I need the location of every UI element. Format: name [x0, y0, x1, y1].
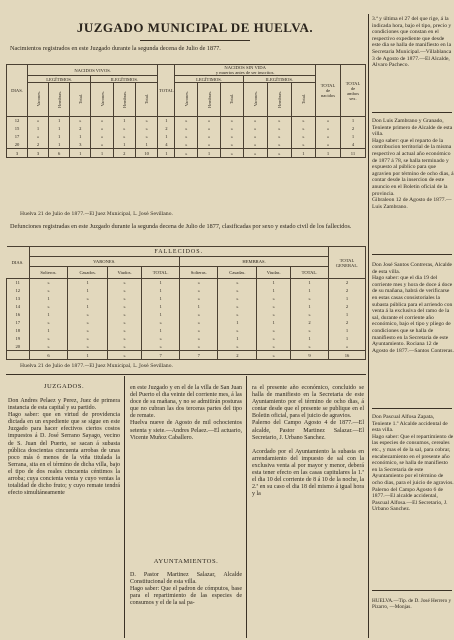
side-rule-2	[372, 254, 452, 255]
table-cell: »	[257, 335, 291, 343]
table-cell: »	[316, 117, 341, 125]
table-cell: »	[329, 343, 366, 351]
table-cell: »	[68, 335, 108, 343]
table-cell: »	[68, 319, 108, 327]
table-cell: 1	[68, 287, 108, 295]
table-cell: »	[218, 327, 257, 335]
table-cell: »	[142, 319, 180, 327]
table-cell: 1	[341, 133, 366, 141]
table-row	[7, 141, 366, 149]
table-cell: 1	[70, 149, 91, 158]
births-header-total-nacidos: TOTAL de nacidos	[316, 65, 341, 117]
table-cell: 9	[291, 351, 329, 360]
table-cell: »	[107, 335, 141, 343]
table-cell: 2	[70, 125, 91, 133]
deaths-caption: Defunciones registradas en este Juzgado durante la segunda decena de Julio de 1877, clasificadas por sexo y estado civil de los fallecidos.	[10, 223, 352, 230]
table-cell: 6	[49, 149, 70, 158]
table-cell: »	[135, 117, 157, 125]
table-cell: »	[243, 133, 267, 141]
table-cell: »	[107, 311, 141, 319]
table-cell: 1	[135, 141, 157, 149]
table-cell: »	[267, 149, 291, 158]
side-rule-1	[372, 112, 452, 113]
table-cell: »	[175, 149, 198, 158]
table-cell: 2	[158, 125, 175, 133]
table-cell: »	[180, 295, 218, 303]
table-cell: »	[107, 351, 141, 360]
table-cell: »	[198, 141, 221, 149]
table-cell: »	[107, 327, 141, 335]
table-cell: »	[113, 125, 135, 133]
table-cell: »	[291, 133, 315, 141]
table-cell: 1	[70, 133, 91, 141]
table-cell: 1	[291, 279, 329, 287]
table-cell: »	[267, 117, 291, 125]
table-cell: 1	[142, 311, 180, 319]
births-legit-vivos: LEGÍTIMOS.	[28, 76, 91, 83]
column-2-text: en este Juzgado y en el de la villa de San Juan del Puerto el dia veinte del corriente mes, á las doce de su mañana, y no se admitirán posturas que no cubran las dos terceras partes del tipo de remate. Huelva nueve de Agosto de mil ochocientos setenta y siete.—Andres Pelaez.—El actuario, Vicente Muñoz Caballero.	[130, 385, 242, 441]
table-cell: »	[113, 133, 135, 141]
juzgados-heading: JUZGADOS.	[43, 383, 85, 390]
table-cell: »	[68, 311, 108, 319]
side-notice-3: Don José Santos Contreras, Alcalde de esta villa. Hago saber: que el dia 19 del corriente mes y hora de doce á doce de su mañana, habrá de verificarse en estas casas consistoriales la subasta pública para el arriendo con venta á la exclusiva del ramo de la sal, durante el corriente año económico, bajo el tipo y pliego de condiciones que se halla de manifiesto en la Secretaria de este Ayuntamiento. Rociana 12 de Agosto de 1877.—Santos Contreras.	[372, 262, 454, 354]
table-cell: 1	[329, 311, 366, 319]
deaths-column-header: Viudas.	[257, 267, 291, 279]
table-cell: »	[218, 295, 257, 303]
births-table	[6, 64, 366, 158]
deaths-column-header: TOTAL.	[291, 267, 329, 279]
column-divider-side	[368, 14, 369, 638]
table-cell: 1	[49, 133, 70, 141]
table-cell: 7	[180, 351, 218, 360]
table-cell: 3	[70, 141, 91, 149]
side-notice-2: Don Luis Zambrano y Granado, Teniente primero de Alcalde de esta villa. Hago saber: que el reparto de la contribucion territorial de la misma respectivo al actual año económico de 1877 á 78, se halla terminado y expuesto al público para que agravien por término de ocho dias, á contar desde la insercion de este anuncio en el Boletin oficial de la provincia. Gibraleon 12 de Agosto de 1877.—Luis Zambrano.	[372, 118, 454, 210]
table-cell: 1	[29, 295, 68, 303]
table-cell: 1	[257, 287, 291, 295]
births-header-total-general: TOTAL de ambos sex.	[341, 65, 366, 117]
table-cell: »	[175, 117, 198, 125]
births-caption: Nacimientos registrados en este Juzgado durante la segunda decena de Julio de 1877.	[10, 45, 221, 52]
deaths-column-header: Solteros.	[29, 267, 68, 279]
table-cell: »	[198, 125, 221, 133]
table-cell: 2	[28, 141, 49, 149]
table-cell: 14	[7, 303, 30, 311]
table-cell: 1	[113, 117, 135, 125]
table-cell: 3	[28, 149, 49, 158]
table-cell: 17	[7, 133, 28, 141]
deaths-header-hembras: HEMBRAS.	[180, 257, 329, 267]
table-cell: 1	[291, 149, 315, 158]
table-cell: 19	[7, 335, 30, 343]
table-cell: »	[316, 125, 341, 133]
table-cell: »	[91, 133, 113, 141]
table-cell: »	[142, 343, 180, 351]
table-cell: »	[218, 311, 257, 319]
main-title: JUZGADO MUNICIPAL DE HUELVA.	[76, 20, 314, 35]
table-cell: 1	[257, 319, 291, 327]
table-row	[7, 125, 366, 133]
table-cell: »	[267, 125, 291, 133]
table-cell: »	[29, 335, 68, 343]
table-cell: »	[107, 319, 141, 327]
births-sub-total: Total.	[229, 93, 235, 105]
births-col-dias: DIAS.	[7, 65, 28, 117]
table-row	[7, 295, 366, 303]
births-sub-hembras: Hembras.	[121, 90, 127, 108]
table-cell: 1	[28, 125, 49, 133]
table-row	[7, 279, 366, 287]
table-cell: »	[107, 343, 141, 351]
table-cell: »	[198, 117, 221, 125]
table-row	[7, 343, 366, 351]
table-cell: »	[316, 133, 341, 141]
births-sub-varones: Varones.	[99, 91, 105, 107]
table-cell: 11	[341, 149, 366, 158]
table-cell: »	[29, 279, 68, 287]
table-cell: 1	[49, 125, 70, 133]
deaths-table	[6, 246, 366, 360]
table-cell: 18	[7, 327, 30, 335]
table-cell: 2	[218, 351, 257, 360]
table-cell: 1	[341, 117, 366, 125]
table-cell: »	[135, 125, 157, 133]
table-cell: »	[135, 133, 157, 141]
table-cell: »	[28, 133, 49, 141]
totals-row	[7, 149, 366, 158]
births-sub-hembras: Hembras.	[206, 90, 212, 108]
table-cell: 12	[7, 117, 28, 125]
table-cell: »	[267, 133, 291, 141]
table-cell: 7	[142, 351, 180, 360]
column-2-text-b: D. Pastor Martinez Salazar, Alcalde Constitucional de esta villa. Hago saber: Que el padron de cómputos, base para el repartimiento de las especies de consumos y el de la sal pa-	[130, 572, 242, 607]
table-cell: »	[291, 117, 315, 125]
deaths-column-header: Casadas.	[218, 267, 257, 279]
table-cell: 1	[142, 279, 180, 287]
deaths-header-varones: VARONES.	[29, 257, 180, 267]
births-sub-hembras: Hembras.	[56, 90, 62, 108]
table-cell: »	[180, 279, 218, 287]
table-cell: »	[180, 319, 218, 327]
column-divider-1	[124, 376, 125, 638]
imprint: HUELVA.—Tip. de D. José Herrero y Pizarro, —Monjas.	[372, 598, 452, 611]
table-cell: »	[28, 117, 49, 125]
table-cell: 1	[142, 327, 180, 335]
table-cell: »	[180, 287, 218, 295]
table-cell: »	[257, 351, 291, 360]
table-cell: »	[291, 327, 329, 335]
table-cell: »	[107, 303, 141, 311]
table-row	[7, 117, 366, 125]
table-cell: 2	[329, 287, 366, 295]
table-cell: »	[198, 133, 221, 141]
table-cell: 1	[68, 351, 108, 360]
table-cell: 1	[329, 327, 366, 335]
table-cell: 2	[329, 279, 366, 287]
table-cell: »	[291, 295, 329, 303]
table-cell: 3	[7, 149, 28, 158]
deaths-header-total-general: TOTAL GENERAL.	[329, 247, 366, 279]
table-cell: 2	[113, 149, 135, 158]
births-sub-varones: Varones.	[183, 91, 189, 107]
table-cell: »	[107, 287, 141, 295]
table-cell: 17	[7, 319, 30, 327]
table-cell: »	[220, 133, 243, 141]
table-cell: »	[267, 141, 291, 149]
table-row	[7, 335, 366, 343]
table-cell: »	[107, 279, 141, 287]
ayuntamientos-heading: AYUNTAMIENTOS.	[153, 558, 219, 565]
table-cell: 1	[142, 287, 180, 295]
table-cell: »	[220, 117, 243, 125]
side-notice-1: 3.ª y última el 27 del que rige, á la indicada hora, bajo el tipo, precio y condiciones que constan en el respectivo expediente que desde este dia se halla de manifiesto en la Secretaria Municipal.—Villablanca 3 de Agosto de 1877.—El Alcalde, Alvaro Pacheco.	[372, 16, 452, 69]
deaths-column-header: Solteras.	[180, 267, 218, 279]
table-cell: »	[29, 287, 68, 295]
table-cell: »	[243, 117, 267, 125]
table-cell: 1	[158, 133, 175, 141]
births-sub-varones: Varones.	[35, 91, 41, 107]
births-sub-hembras: Hembras.	[276, 90, 282, 108]
table-row	[7, 303, 366, 311]
table-cell: »	[29, 319, 68, 327]
table-cell: 2	[329, 303, 366, 311]
deaths-header-fallecidos: FALLECIDOS.	[29, 247, 329, 257]
table-cell: »	[180, 327, 218, 335]
table-cell: 1	[68, 279, 108, 287]
table-cell: »	[316, 141, 341, 149]
table-cell: 1	[218, 335, 257, 343]
births-sub-varones: Varones.	[252, 91, 258, 107]
table-cell: »	[68, 295, 108, 303]
title-ornament-rule	[140, 40, 250, 41]
table-cell: »	[180, 343, 218, 351]
table-row	[7, 133, 366, 141]
table-cell: »	[291, 311, 329, 319]
table-cell: 1	[180, 303, 218, 311]
table-cell: »	[91, 117, 113, 125]
table-cell: 16	[329, 351, 366, 360]
table-cell: »	[220, 141, 243, 149]
table-cell: 1	[158, 149, 175, 158]
table-cell: »	[257, 303, 291, 311]
table-cell: »	[243, 141, 267, 149]
table-row	[7, 319, 366, 327]
table-cell: 1	[49, 141, 70, 149]
table-cell: 1	[257, 279, 291, 287]
column-1-text: Don Andres Pelaez y Perez, Juez de primera instancia de esta capital y su partido. Hago saber: que en virtud de providencia dictada en un expediente que se sigue en este Juzgado para hacer efectivos ciertos costos impuestos á D. José Serrano Sayago, vecino de S. Juan del Puerto, se sacan á subasta pública doscientas cincuenta arrobas de unas poco más ó menos de la viña titulada la Serrana, sita en el término de dicha villa, bajo el tipo de dos reales cincuenta céntimos la arroba; cuya concienta venta y cuyo ventas la totalidad de dicho fruto; y cuyo remate tendrá efecto simultáneamente	[8, 398, 120, 497]
table-cell: 1	[142, 295, 180, 303]
table-cell	[7, 351, 30, 360]
table-cell: »	[218, 287, 257, 295]
table-cell: 13	[7, 295, 30, 303]
table-cell: 4	[158, 141, 175, 149]
table-cell: 1	[329, 335, 366, 343]
table-cell: 1	[49, 117, 70, 125]
table-cell: »	[257, 295, 291, 303]
table-cell: »	[291, 141, 315, 149]
table-cell: 1	[113, 141, 135, 149]
table-cell: 1	[218, 319, 257, 327]
table-cell: 1	[291, 335, 329, 343]
births-header-vivos: NACIDOS VIVOS.	[28, 65, 158, 76]
births-legit-sin-vida: LEGÍTIMOS.	[175, 76, 243, 83]
column-3-text: ra el presente año económico, concluido se halla de manifiesto en la Secretaria de este Ayuntamiento por el término de ocho dias, á contar desde que el presente se publique en el Boletin oficial, para el juicio de agravios. Palerno del Campo Agosto 4 de 1877.—El alcalde, Pastor Martinez Salazar.—El Secretario, J. Urbano Sanchez. Acordado por el Ayuntamiento la subasta en arrendamiento del impuesto de sal con la exclusiva venta al por mayor y menor, deberá esta tener efecto en las casas capitulares la 1.ª el dia 10 del corriente de 8 á 10 de la noche, la 2.ª en su caso el dia 18 del mismo á igual hora y la	[252, 385, 364, 498]
table-cell: »	[257, 311, 291, 319]
table-cell: 16	[7, 311, 30, 319]
deaths-column-header: TOTAL.	[142, 267, 180, 279]
table-cell: »	[218, 279, 257, 287]
table-cell: »	[220, 149, 243, 158]
table-cell: »	[220, 125, 243, 133]
table-cell: 1	[316, 149, 341, 158]
table-cell: »	[68, 343, 108, 351]
table-cell: 1	[142, 303, 180, 311]
table-cell: »	[180, 311, 218, 319]
deaths-col-dias: DIAS.	[7, 247, 30, 279]
table-cell: 10	[135, 149, 157, 158]
table-cell: »	[70, 117, 91, 125]
table-cell: »	[257, 327, 291, 335]
table-row	[7, 327, 366, 335]
table-cell: »	[91, 125, 113, 133]
table-cell: »	[175, 125, 198, 133]
table-cell: 1	[198, 149, 221, 158]
table-cell: 15	[7, 125, 28, 133]
table-cell: 2	[341, 125, 366, 133]
table-cell: »	[257, 343, 291, 351]
table-cell: 1	[91, 149, 113, 158]
side-rule-4	[372, 590, 452, 591]
table-cell: 1	[68, 303, 108, 311]
table-cell: »	[180, 335, 218, 343]
births-header-sin-vida: NACIDOS SIN VIDA y muertos antes de ser inscritos.	[175, 65, 316, 76]
table-cell: »	[243, 149, 267, 158]
table-cell: »	[107, 295, 141, 303]
births-ilegit-vivos: ILEGÍTIMOS.	[91, 76, 158, 83]
table-cell: 1	[29, 327, 68, 335]
side-notice-4: Don Pascual Alfosa Zapata, Teniente 1.º Alcalde accidental de esta villa. Hago saber: Que el repartimiento de las especies de consumos, cereales etc., y mas el de la sal, para cobrar, encabezamiento en el presente año económico, se halla de manifiesto en la Secretaria de este Ayuntamiento por el término de ocho dias, para el juicio de agravios. Palerno del Campo Agosto 6 de 1877.—El alcalde accidental, Pascual Alfosa.—El Secretario, J. Urbano Sanchez.	[372, 414, 454, 513]
births-sub-total: Total.	[300, 93, 306, 105]
table-cell: »	[243, 125, 267, 133]
deaths-column-header: Casados.	[68, 267, 108, 279]
deaths-column-header: Viudos.	[107, 267, 141, 279]
table-cell: 1	[291, 303, 329, 311]
column-top-rule	[6, 374, 366, 375]
table-cell: »	[218, 303, 257, 311]
births-header-total-vivos: TOTAL	[158, 65, 175, 117]
table-cell: 1	[158, 117, 175, 125]
table-row	[7, 287, 366, 295]
table-cell: 12	[7, 287, 30, 295]
table-cell: 1	[329, 295, 366, 303]
table-row	[7, 311, 366, 319]
table-cell: »	[218, 343, 257, 351]
table-cell: 6	[29, 351, 68, 360]
births-sub-total: Total.	[77, 93, 83, 105]
table-cell: 20	[7, 141, 28, 149]
births-ilegit-sin-vida: ILEGÍTIMOS.	[243, 76, 315, 83]
table-cell: »	[68, 327, 108, 335]
table-cell: »	[29, 303, 68, 311]
table-cell: 2	[291, 319, 329, 327]
births-sub-total: Total.	[144, 93, 150, 105]
table-cell: 20	[7, 343, 30, 351]
table-cell: 4	[341, 141, 366, 149]
totals-row	[7, 351, 366, 360]
column-divider-2	[246, 376, 247, 638]
table-cell: »	[175, 133, 198, 141]
side-rule-3	[372, 408, 452, 409]
table-cell: 1	[29, 311, 68, 319]
table-cell: »	[291, 343, 329, 351]
table-cell: 11	[7, 279, 30, 287]
table-cell: 2	[329, 319, 366, 327]
table-cell: »	[91, 141, 113, 149]
table-cell: »	[29, 343, 68, 351]
deaths-footer: Huelva 21 de Julio de 1877.—El Juez Municipal, L. José Sevillano.	[20, 364, 173, 369]
births-footer: Huelva 21 de Julio de 1877.—El Juez Municipal, L. José Sevillano.	[20, 212, 173, 217]
table-cell: »	[142, 335, 180, 343]
table-cell: »	[291, 125, 315, 133]
table-cell: »	[175, 141, 198, 149]
table-cell: 1	[291, 287, 329, 295]
